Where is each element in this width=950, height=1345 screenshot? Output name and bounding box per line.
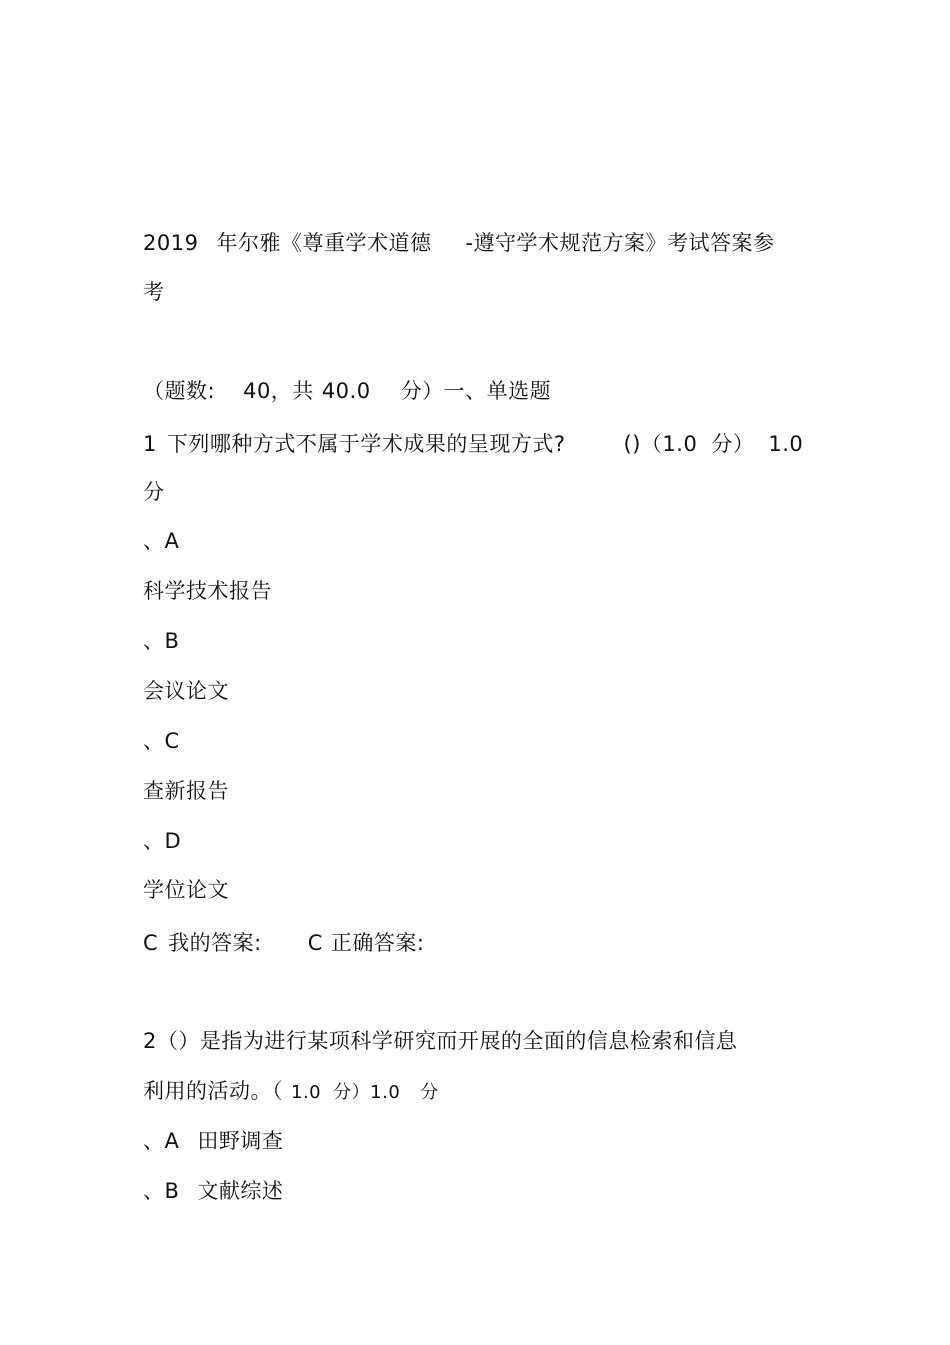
- question-2-score: 分）1.0: [333, 1082, 401, 1103]
- option-marker: 、A: [143, 1129, 180, 1153]
- question-1-score-unit: 分）: [711, 432, 755, 456]
- question-1-stem-cont: [143, 478, 165, 506]
- option-text: 会议论文: [143, 679, 229, 703]
- option-text: 田野调查: [197, 1129, 284, 1153]
- question-2-stem-cont: [143, 1077, 439, 1107]
- question-2-option-b: [143, 1177, 283, 1205]
- option-marker: 、B: [143, 1179, 180, 1203]
- question-1-stem: [143, 430, 803, 458]
- question-1-score: 1.0: [768, 432, 804, 456]
- document-title-line-1: [143, 229, 775, 257]
- option-marker: 、D: [143, 829, 182, 853]
- title-text-c: 考: [143, 280, 165, 304]
- question-2-stem: [143, 1027, 737, 1055]
- document-title-line-2: [143, 278, 165, 306]
- question-1-score-unit-2: 分: [143, 480, 165, 504]
- option-marker: 、A: [143, 529, 180, 553]
- question-1-number: 1: [143, 432, 157, 456]
- summary-count-label: （题数:: [143, 379, 216, 403]
- title-text-a: 年尔雅《尊重学术道德: [216, 231, 432, 255]
- option-text: 学位论文: [143, 878, 229, 902]
- summary-section: 分）一、单选题: [400, 379, 552, 403]
- my-answer-value: C: [143, 931, 159, 955]
- question-2-option-a: [143, 1127, 283, 1155]
- summary-count: 40，共: [243, 379, 314, 403]
- title-year: 2019: [143, 231, 199, 255]
- option-text: 科学技术报告: [143, 579, 272, 603]
- correct-answer-value: C: [307, 931, 323, 955]
- option-marker: 、C: [143, 729, 180, 753]
- question-2-score-open: 1.0: [291, 1082, 322, 1103]
- question-2-text: 2（）是指为进行某项科学研究而开展的全面的信息检索和信息: [143, 1029, 738, 1053]
- my-answer-label: 我的答案:: [168, 931, 262, 955]
- title-text-b: -遵守学术规范方案》考试答案参: [465, 231, 775, 255]
- question-2-text-cont: 利用的活动。（: [143, 1079, 283, 1103]
- summary-score: 40.0: [321, 379, 371, 403]
- correct-answer-label: 正确答案:: [330, 931, 425, 955]
- option-text: 文献综述: [197, 1179, 284, 1203]
- question-1-score-open: ()（1.0: [623, 432, 698, 456]
- question-2-score-unit: 分: [420, 1082, 439, 1103]
- option-text: 查新报告: [143, 779, 229, 803]
- exam-summary: [143, 377, 551, 405]
- question-1-text: 下列哪种方式不属于学术成果的呈现方式?: [166, 432, 566, 456]
- question-1-answer: [143, 929, 425, 957]
- option-marker: 、B: [143, 629, 180, 653]
